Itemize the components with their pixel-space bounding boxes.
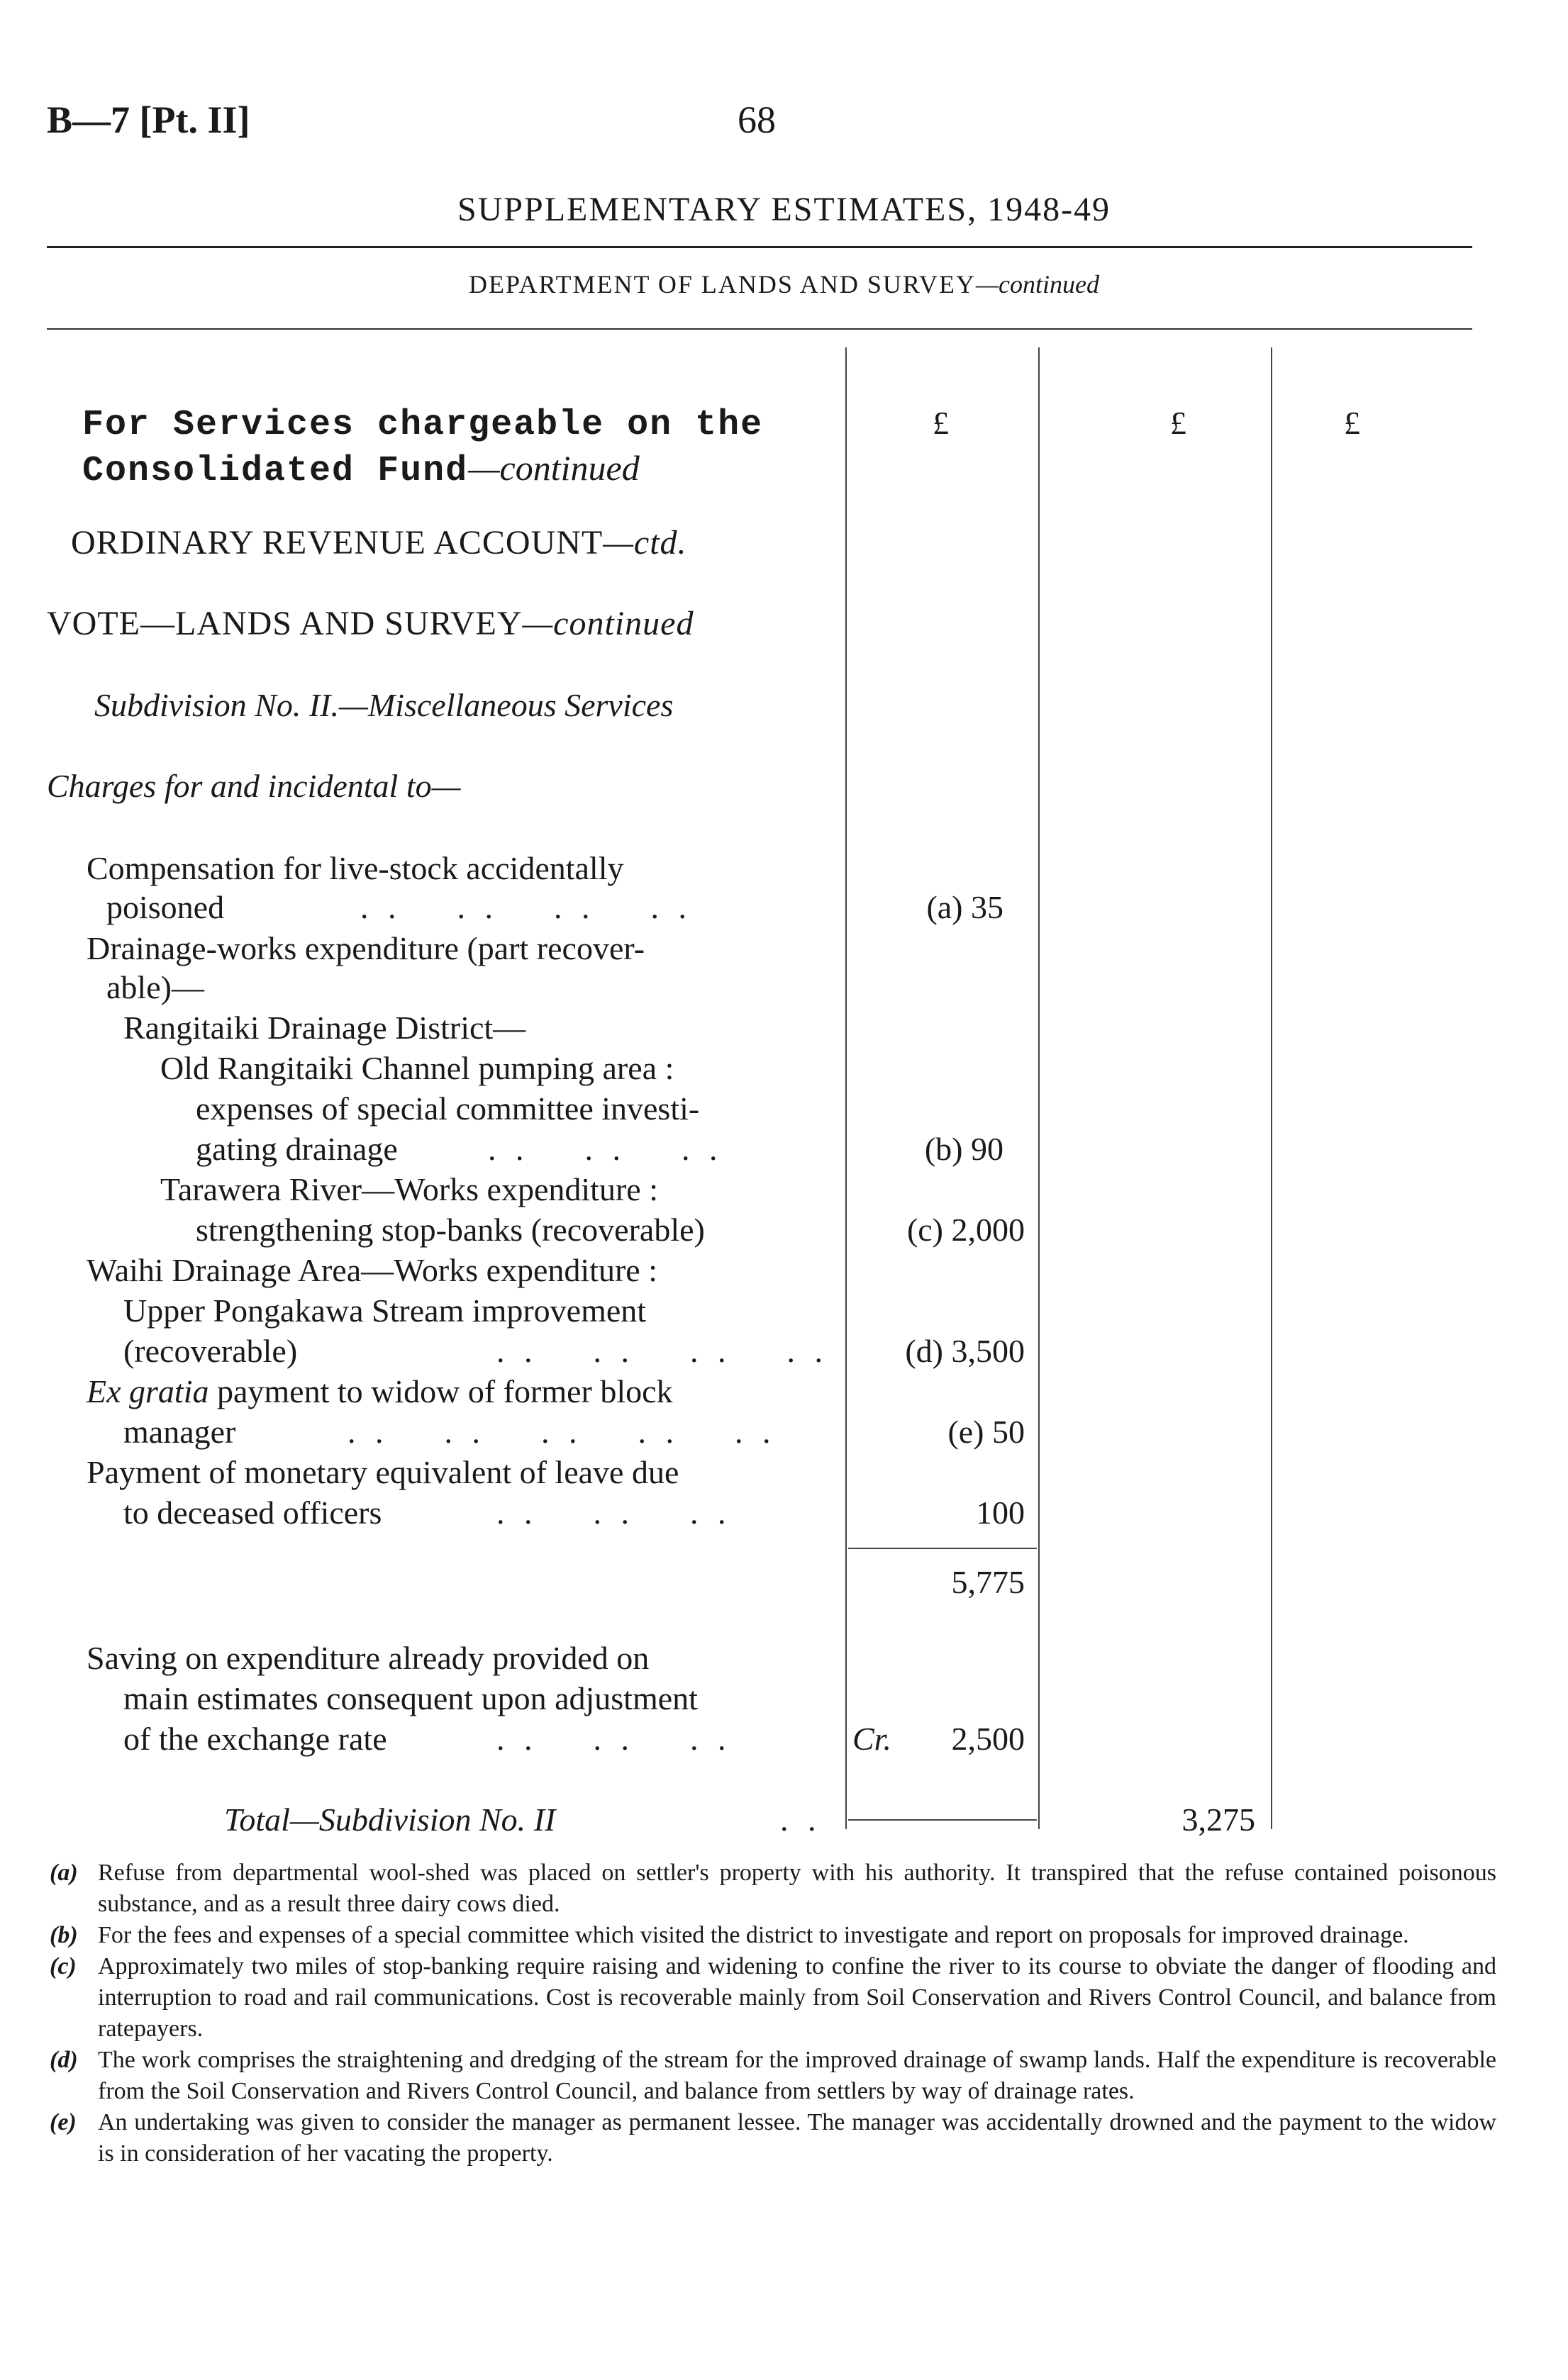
- column-divider-2: [1038, 347, 1040, 1829]
- services-heading: For Services chargeable on the Consolidated Fund—continued: [82, 405, 764, 491]
- amount-tarawera: (c) 2,000: [906, 1212, 1025, 1248]
- item-tarawera-line1: Tarawera River—Works expenditure :: [160, 1171, 658, 1207]
- leader-dots: . . . . . .: [488, 1131, 723, 1167]
- leader-dots: . . . . . . . . . .: [347, 1414, 777, 1450]
- leader-dots: . . . . . . . .: [360, 889, 692, 925]
- currency-header-2: £: [1170, 405, 1186, 441]
- item-tarawera-line2: strengthening stop-banks (recoverable): [196, 1212, 705, 1248]
- item-old-rangitaiki-line1: Old Rangitaiki Channel pumping area :: [160, 1050, 674, 1086]
- leader-dots: . . . . . .: [496, 1721, 732, 1757]
- leader-dots: . . . . . .: [496, 1495, 732, 1531]
- page-title: SUPPLEMENTARY ESTIMATES, 1948-49: [457, 191, 1111, 228]
- amount-old-rangitaiki: (b) 90: [924, 1131, 1003, 1167]
- item-waihi-line2: Upper Pongakawa Stream improvement: [123, 1292, 647, 1329]
- currency-header-1: £: [933, 405, 949, 441]
- item-old-rangitaiki-line2: expenses of special committee investi-: [196, 1090, 700, 1127]
- vote-heading: VOTE—LANDS AND SURVEY—continued: [47, 605, 694, 642]
- document-reference: B—7 [Pt. II]: [47, 99, 250, 141]
- item-leave-line1: Payment of monetary equivalent of leave due: [87, 1454, 679, 1490]
- footnote-c: (c) Approximately two miles of stop-banking require raising and widening to confine the river to its course to obviate the danger of flooding and interruption to road and rail communications. Cost is recoverable mainly from Soil Conservation and Rivers Control Council, and balance from ratepayers.: [50, 1953, 1496, 2042]
- saving-line1: Saving on expenditure already provided on: [87, 1640, 650, 1676]
- item-compensation-line2: poisoned: [106, 889, 225, 925]
- department-heading: DEPARTMENT OF LANDS AND SURVEY—continued: [468, 270, 1100, 298]
- leader-dots: . . . . . . . .: [496, 1333, 828, 1369]
- item-ex-gratia-line1: Ex gratia payment to widow of former block: [87, 1373, 673, 1409]
- total-label: Total—Subdivision No. II: [224, 1801, 556, 1838]
- page-number: 68: [738, 99, 776, 141]
- saving-line3: of the exchange rate: [123, 1721, 387, 1757]
- amount-ex-gratia: (e) 50: [947, 1414, 1025, 1450]
- column-divider-1: [845, 347, 847, 1829]
- item-rangitaiki-line1: Rangitaiki Drainage District—: [123, 1010, 526, 1046]
- account-heading: ORDINARY REVENUE ACCOUNT—ctd.: [71, 524, 687, 562]
- item-waihi-line3: (recoverable): [123, 1333, 298, 1369]
- subtotal-amount: 5,775: [951, 1564, 1025, 1600]
- saving-line2: main estimates consequent upon adjustment: [123, 1680, 698, 1716]
- footnote-e: (e) An undertaking was given to consider the manager as permanent lessee. The manager was accidentally drowned and the payment to the widow is in consideration of her vacating the property.: [50, 2109, 1496, 2167]
- footnote-d: (d) The work comprises the straightening and dredging of the stream for the improved drainage of swamp lands. Half the expenditure is recoverable from the Soil Conservation and Rivers Control Council, and balance from settlers by way of drainage rates.: [50, 2047, 1496, 2104]
- total-rule: [848, 1819, 1037, 1821]
- item-drainage-line1: Drainage-works expenditure (part recover-: [87, 930, 645, 966]
- item-waihi-line1: Waihi Drainage Area—Works expenditure :: [87, 1252, 657, 1288]
- leader-dots: . .: [780, 1801, 822, 1838]
- item-ex-gratia-line2: manager: [123, 1414, 236, 1450]
- subdivision-heading: Subdivision No. II.—Miscellaneous Services: [94, 687, 674, 723]
- amount-compensation: (a) 35: [926, 889, 1003, 925]
- footnote-a: (a) Refuse from departmental wool-shed was placed on settler's property with his authority. It transpired that the refuse contained poisonous substance, and as a result three dairy cows died.: [50, 1860, 1496, 1917]
- footnotes: [50, 1857, 1496, 2169]
- amount-leave: 100: [976, 1495, 1025, 1531]
- header-rule: [47, 328, 1472, 330]
- item-leave-line2: to deceased officers: [123, 1495, 382, 1531]
- item-compensation-line1: Compensation for live-stock accidentally: [87, 850, 624, 886]
- saving-amount: 2,500: [951, 1721, 1025, 1757]
- item-drainage-line2: able)—: [106, 969, 204, 1005]
- footnote-b: (b) For the fees and expenses of a special committee which visited the district to investigate and report on proposals for improved drainage.: [50, 1922, 1409, 1948]
- currency-header-3: £: [1344, 405, 1360, 441]
- item-old-rangitaiki-line3: gating drainage: [196, 1131, 398, 1167]
- title-rule: [47, 246, 1472, 248]
- saving-amount-prefix: Cr.: [852, 1721, 891, 1757]
- total-amount: 3,275: [1181, 1801, 1255, 1838]
- charges-heading: Charges for and incidental to—: [47, 768, 461, 804]
- subtotal-rule: [848, 1548, 1037, 1549]
- column-divider-3: [1271, 347, 1272, 1829]
- amount-waihi: (d) 3,500: [905, 1333, 1025, 1369]
